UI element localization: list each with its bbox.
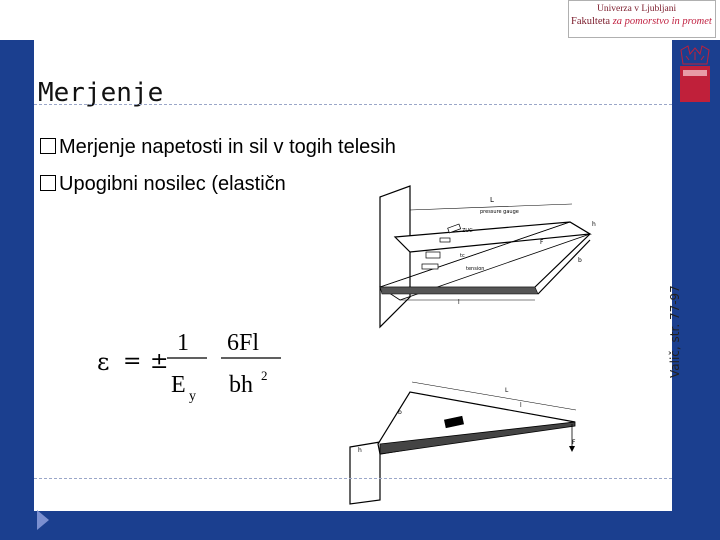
strain-gauge-mid: [440, 238, 450, 242]
formula-plusminus: ±: [150, 349, 169, 374]
beam-diagram: [340, 182, 640, 510]
label-L: L: [490, 196, 494, 204]
wall-plate: [380, 186, 410, 327]
next-slide-icon[interactable]: [37, 510, 49, 530]
logo-line-faculty: Fakulteta za pomorstvo in promet: [571, 16, 712, 27]
triangular-beam-figure: [350, 382, 576, 504]
plate-top-face: [395, 222, 590, 252]
label-l-bottom: l: [520, 402, 522, 409]
label-b-bottom: b: [398, 409, 402, 416]
label-h-bottom: h: [358, 447, 362, 454]
bottom-divider: [34, 478, 672, 479]
strain-gauge-low: [426, 252, 440, 258]
title-divider: [34, 104, 672, 105]
formula-den2-superscript: 2: [261, 368, 268, 383]
annotation-tension: tension: [466, 266, 485, 272]
bullet-box-icon: [40, 175, 56, 191]
bullet-item: [40, 173, 286, 196]
label-l: l: [458, 299, 460, 306]
formula-den2: bh: [229, 372, 253, 398]
cantilever-plate-figure: [380, 186, 596, 327]
formula-num1: 1: [177, 330, 189, 356]
annotation-zuc: ZUC: [462, 228, 473, 234]
label-F: F: [540, 239, 544, 246]
label-b: b: [578, 257, 582, 264]
bullet-text: Merjenje napetosti in sil v togih telesih: [59, 136, 396, 158]
formula-den1: E: [171, 372, 186, 398]
formula-den1-subscript: y: [189, 389, 196, 404]
slide-title: Merjenje: [38, 78, 164, 108]
label-L-bottom: L: [505, 387, 509, 394]
plate-side-face: [380, 287, 538, 294]
wall-plate-bottom: [350, 442, 380, 504]
bullet-text: Upogibni nosilec (elastičn: [59, 173, 286, 195]
side-credit: Valič, str. 77-97: [668, 285, 682, 378]
bottom-frame: [0, 511, 720, 540]
strain-gauge-bottom: [422, 264, 438, 269]
university-logo: [568, 0, 716, 38]
label-F-bottom: F: [572, 439, 576, 446]
formula-num2: 6Fl: [227, 330, 260, 356]
label-h: h: [592, 221, 596, 228]
formula-equals: =: [123, 349, 142, 374]
bullet-item: [40, 136, 396, 159]
formula-epsilon: ε: [97, 348, 110, 376]
annotation-pressure: pressure gauge: [480, 209, 519, 215]
faculty-crest-icon: [676, 44, 714, 104]
strain-formula: [95, 320, 295, 410]
bullet-box-icon: [40, 138, 56, 154]
annotation-tc: tc: [460, 253, 465, 259]
logo-line-university: Univerza v Ljubljani: [597, 4, 677, 14]
left-frame: [0, 40, 34, 540]
